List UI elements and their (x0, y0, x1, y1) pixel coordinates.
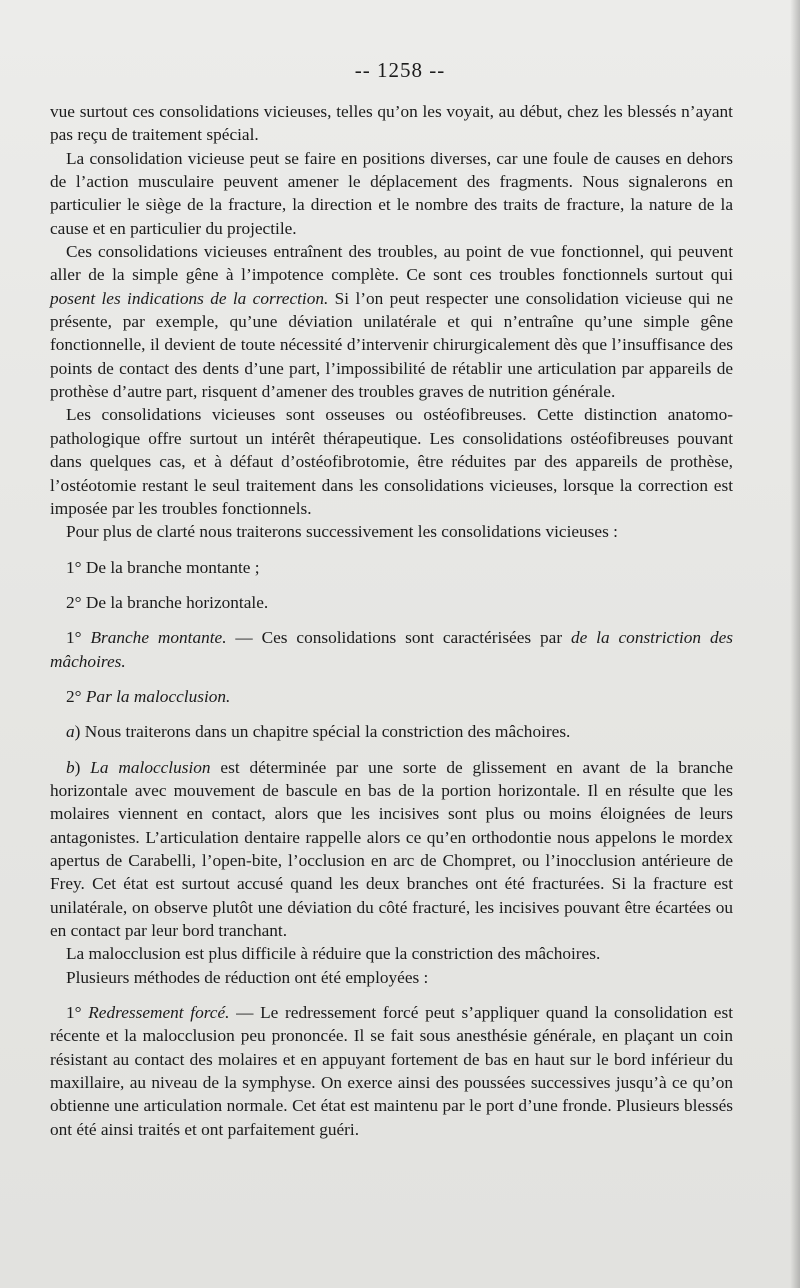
paragraph-p14 (50, 1001, 733, 1141)
paragraph-p13 (50, 966, 733, 989)
text-run: Ces consolidations vicieuses entraînent des troubles, au point de vue fonctionnel, qui peuvent aller de la simple gêne à l’impotence complète. Ce sont ces troubles fonctionnels surtout qui (50, 242, 733, 285)
text-run: — Ces consolidations sont caractérisées par (226, 628, 571, 648)
text-run: — Le redressement forcé peut s’appliquer quand la consolidation est récente et la malocclusion peu prononcée. Il se fait sous anesthésie générale, en plaçant un coin résistant au contact des molaires et en appuyant fortement de bas en haut sur le bord inférieur du maxillaire, au niveau de la symphyse. On exerce ainsi des poussées successives jusqu’à ce qu’on obtienne une articulation normale. Cet état est maintenu par le port d’une fronde. Plusieurs blessés ont été ainsi traités et ont parfaitement guéri. (50, 1003, 734, 1139)
paragraph-p07 (50, 591, 733, 614)
paragraph-p12 (50, 942, 733, 965)
text-run: ) Nous traiterons dans un chapitre spécial la constriction des mâchoires. (74, 722, 571, 742)
text-run: 1° (66, 628, 91, 648)
text-run: Pour plus de clarté nous traiterons successivement les consolidations vicieuses : (66, 522, 618, 542)
text-run: 2° (66, 686, 86, 706)
italic-text: Branche montante. (90, 628, 227, 648)
text-run: est déterminée par une sorte de glissement en avant de la branche horizontale avec mouvement de bascule en bas de la portion horizontale. Il en résulte que les molaires viennent en contact, alors que les incisives sont plus ou moins éloignées de leurs antagonistes. L’articulation dentaire rappelle alors ce qu’en orthodontie nous appelons le mordex apertus de Carabelli, l’open-bite, l’occlusion en arc de Chompret, ou l’inocclusion antérieure de Frey. Cet état est surtout accusé quand les deux branches ont été fracturées. Si la fracture est unilatérale, on observe plutôt une déviation du côté fracturé, les incisives pouvant être écartées ou en contact par leur bord tranchant. (50, 757, 734, 940)
paragraph-p11 (50, 756, 733, 943)
page-number: -- 1258 -- (354, 58, 446, 82)
italic-text: Par la malocclusion. (85, 686, 231, 706)
text-run: Les consolidations vicieuses sont osseuses ou ostéofibreuses. Cette distinction anatomo-pathologique offre surtout un intérêt thérapeutique. Les consolidations ostéofibreuses pouvant dans quelques cas, et à défaut d’ostéofibrotomie, être réduites par des appareils de prothèse, l’ostéotomie restant le seul traitement dans les consolidations vicieuses, lorsque la correction est imposée par les troubles fonctionnels. (50, 405, 733, 518)
italic-text: de la constriction des mâchoires. (50, 628, 733, 671)
paragraph-p04 (50, 403, 733, 520)
italic-text: a (66, 722, 75, 742)
text-run: ) (74, 757, 91, 777)
paragraph-p05 (50, 520, 733, 543)
text-run: La malocclusion est plus difficile à réduire que la constriction des mâchoires. (66, 944, 601, 964)
paragraph-p01 (50, 100, 733, 147)
italic-text: b (66, 757, 75, 777)
text-run: 1° De la branche montante ; (66, 557, 260, 577)
italic-text: Redressement forcé. (88, 1003, 230, 1023)
italic-text: La malocclusion (90, 757, 211, 777)
paragraph-p08 (50, 626, 733, 673)
text-run: 2° De la branche horizontale. (66, 592, 269, 612)
scan-edge-shadow (790, 0, 800, 1288)
paragraph-p02 (50, 147, 733, 240)
italic-text: posent les indications de la correction. (50, 288, 329, 308)
paragraph-p03 (50, 240, 733, 403)
paragraph-p09 (50, 685, 733, 708)
text-run: Plusieurs méthodes de réduction ont été employées : (66, 967, 429, 987)
body-text (50, 100, 733, 1141)
text-run: La consolidation vicieuse peut se faire en positions diverses, car une foule de causes en dehors de l’action musculaire peuvent amener le déplacement des fragments. Nous signalerons en particulier le siège de la fracture, la direction et le nombre des traits de fracture, la nature de la cause et en particulier du projectile. (50, 148, 733, 238)
text-run: 1° (66, 1003, 89, 1023)
text-run: Si l’on peut respecter une consolidation vicieuse qui ne présente, par exemple, qu’une déviation unilatérale et qui n’entraîne qu’une simple gêne fonctionnelle, il devient de toute nécessité d’intervenir chirurgicalement dès que l’insuffisance des points de contact des dents d’une part, l’impossibilité de rétablir une articulation par appareils de prothèse d’autre part, risquent d’amener des troubles graves de nutrition générale. (50, 288, 733, 402)
text-run: vue surtout ces consolidations vicieuses, telles qu’on les voyait, au début, chez les blessés n’ayant pas reçu de traitement spécial. (50, 102, 733, 145)
paragraph-p10 (50, 720, 733, 743)
paragraph-p06 (50, 556, 733, 579)
